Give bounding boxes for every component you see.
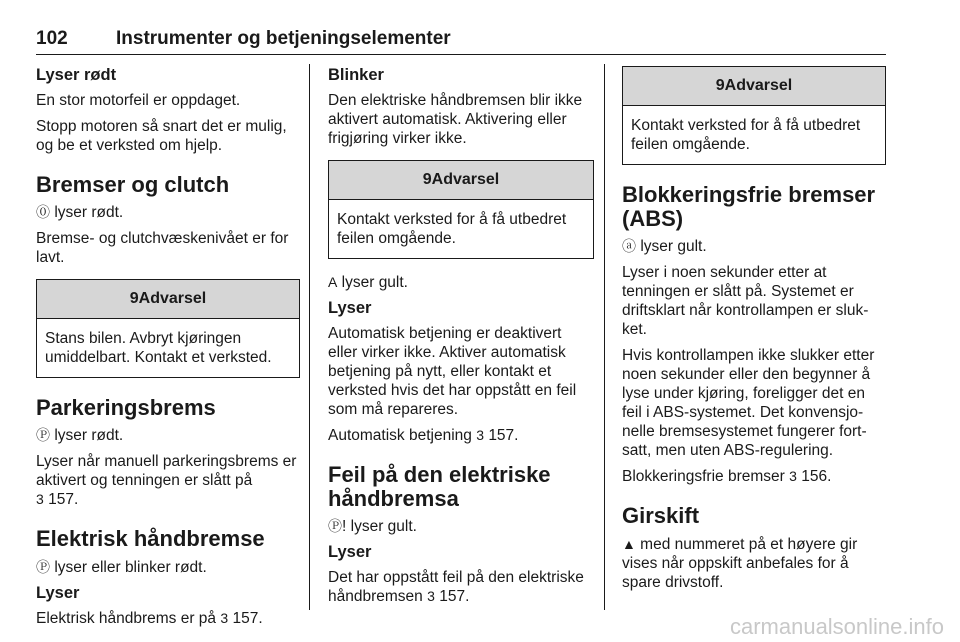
paragraph: En stor motorfeil er oppdaget. bbox=[36, 92, 241, 109]
paragraph: Bremse- og clutchvæskenivået er for lavt. bbox=[36, 230, 289, 267]
abs-icon: ⓐ bbox=[622, 238, 636, 255]
warning-box bbox=[622, 66, 886, 165]
reference-arrow-icon: 3 bbox=[789, 468, 797, 485]
page-reference[interactable]: 156. bbox=[801, 468, 832, 486]
heading-lyser: Lyser bbox=[36, 583, 80, 602]
paragraph: Automatisk betjening 3 157. bbox=[328, 427, 519, 444]
column-2 bbox=[328, 60, 594, 613]
warning-icon: 9 bbox=[715, 77, 725, 94]
page-number: 102 bbox=[36, 28, 68, 49]
heading-girskift: Girskift bbox=[622, 503, 700, 529]
warning-icon: 9 bbox=[129, 290, 139, 308]
paragraph: Stopp motoren så snart det er mulig, og be et verksted om hjelp. bbox=[36, 118, 287, 154]
warning-text: Stans bilen. Avbryt kjøringen umiddelbart. Kontakt et verksted. bbox=[45, 330, 272, 367]
heading-blinker: Blinker bbox=[328, 66, 384, 84]
chapter-title: Instrumenter og betjeningselementer bbox=[116, 28, 451, 49]
upshift-icon: ▲ bbox=[622, 535, 636, 552]
heading-parkering: Parkeringsbrems bbox=[36, 395, 216, 421]
fault-mark: ! bbox=[342, 518, 347, 536]
warning-icon: 9 bbox=[422, 171, 432, 188]
paragraph: ⓪ lyser rødt. bbox=[36, 204, 124, 222]
warning-text: Kontakt verksted for å få utbedret feilen omgående. bbox=[337, 211, 567, 247]
paragraph: Ⓟ lyser eller blinker rødt. bbox=[36, 558, 207, 576]
watermark: carmanualsonline.info bbox=[729, 614, 944, 639]
heading-feil: Feil på den elektriske håndbremsa bbox=[328, 462, 551, 512]
paragraph: Ⓟ lyser rødt. bbox=[36, 427, 124, 445]
paragraph: Lyser i noen sekunder etter at tenningen er slått på. Systemet er driftsklart når kontrollampen er sluk-ket. bbox=[622, 264, 869, 339]
column-divider bbox=[309, 64, 310, 610]
heading-abs: Blokkeringsfrie bremser (ABS) bbox=[622, 182, 876, 232]
paragraph: Hvis kontrollampen ikke slukker etter noen sekunder eller den begynner å lyse under kjøring, foreligger det en feil i ABS-systemet. Det konvensjo-nelle bremsesystemet fungerer fort-satt, men uten ABS-regulering. bbox=[622, 347, 875, 460]
paragraph: Automatisk betjening er deaktivert eller virker ikke. Aktiver automatisk betjening på nytt, eller kontakt et verksted hvis det har oppstått en feil som må repareres. bbox=[328, 325, 577, 418]
parking-brake-fault-icon: Ⓟ bbox=[328, 518, 342, 535]
paragraph: A lyser gult. bbox=[328, 274, 408, 291]
paragraph: ⓐ lyser gult. bbox=[622, 238, 707, 256]
warning-text: Kontakt verksted for å få utbedret feilen omgående. bbox=[631, 117, 861, 153]
page-reference[interactable]: 157. bbox=[232, 609, 263, 627]
page-reference[interactable]: 157. bbox=[488, 427, 519, 444]
column-3 bbox=[622, 60, 886, 599]
warning-header: 9Advarsel bbox=[37, 280, 299, 319]
parking-brake-icon: Ⓟ bbox=[36, 558, 50, 575]
heading-lyser: Lyser bbox=[328, 543, 372, 562]
reference-arrow-icon: 3 bbox=[220, 609, 229, 626]
brake-warning-icon: ⓪ bbox=[36, 204, 50, 221]
column-1 bbox=[36, 60, 300, 635]
heading-lyser: Lyser bbox=[328, 299, 372, 317]
paragraph: Lyser når manuell parkeringsbrems er aktivert og tenningen er slått på 3 157. bbox=[36, 453, 297, 509]
reference-arrow-icon: 3 bbox=[427, 588, 435, 605]
paragraph: Elektrisk håndbrems er på 3 157. bbox=[36, 609, 263, 627]
column-divider bbox=[604, 64, 605, 610]
warning-header: 9Advarsel bbox=[623, 67, 885, 106]
heading-bremser: Bremser og clutch bbox=[36, 172, 230, 197]
auto-parking-icon: A bbox=[328, 274, 338, 290]
heading-lyser-rodt: Lyser rødt bbox=[36, 66, 117, 84]
parking-brake-icon: Ⓟ bbox=[36, 427, 50, 444]
heading-elektrisk: Elektrisk håndbremse bbox=[36, 526, 265, 552]
page-reference[interactable]: 157. bbox=[439, 588, 470, 606]
paragraph: ▲ med nummeret på et høyere gir vises når oppskift anbefales for å spare drivstoff. bbox=[622, 535, 858, 591]
paragraph: Den elektriske håndbremsen blir ikke aktivert automatisk. Aktivering eller frigjøring virker ikke. bbox=[328, 92, 583, 147]
warning-header: 9Advarsel bbox=[329, 161, 593, 200]
paragraph: Det har oppstått feil på den elektriske håndbremsen 3 157. bbox=[328, 569, 584, 606]
page-header bbox=[36, 26, 886, 55]
paragraph: Blokkeringsfrie bremser 3 156. bbox=[622, 468, 832, 486]
paragraph: Ⓟ! lyser gult. bbox=[328, 518, 417, 536]
warning-box bbox=[328, 160, 594, 259]
warning-box bbox=[36, 279, 300, 378]
reference-arrow-icon: 3 bbox=[476, 427, 484, 443]
reference-arrow-icon: 3 bbox=[36, 491, 44, 508]
page-reference[interactable]: 157. bbox=[48, 491, 79, 509]
